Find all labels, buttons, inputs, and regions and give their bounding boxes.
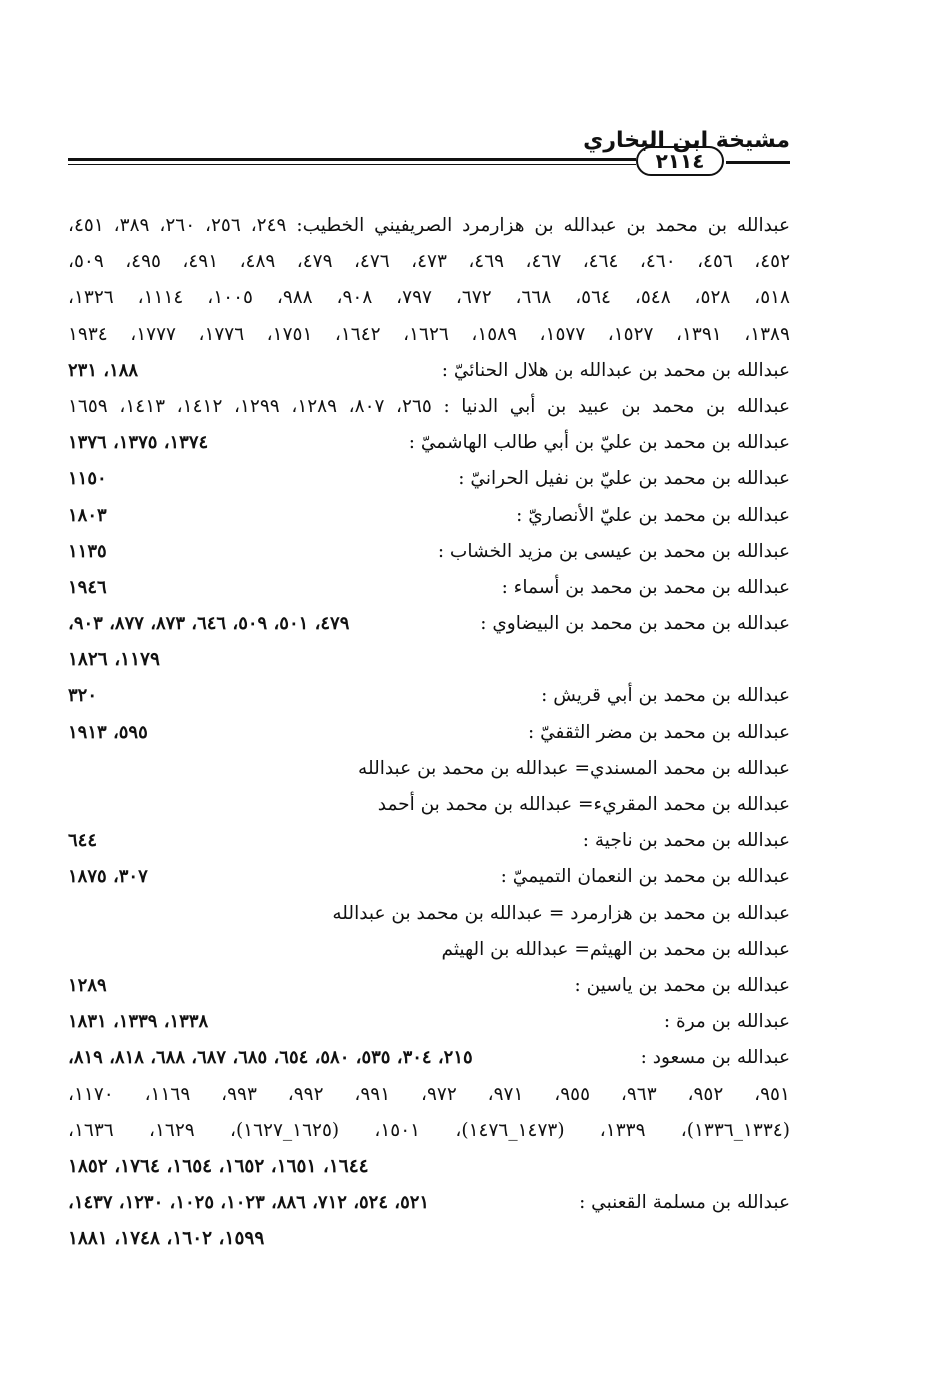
index-line	[68, 353, 790, 389]
index-line	[68, 859, 790, 895]
index-line	[68, 678, 790, 714]
index-line: ٤٥٢، ٤٥٦، ٤٦٠، ٤٦٤، ٤٦٧، ٤٦٩، ٤٧٣، ٤٧٦، ٤٧٩، ٤٨٩، ٤٩١، ٤٩٥، ٥٠٩،	[68, 251, 791, 273]
entry-name: عبدالله بن محمد بن النعمان التميميّ :	[500, 866, 790, 888]
entry-page-numbers: ١٢٨٩	[68, 974, 107, 996]
entry-page-numbers: ٦٤٤	[68, 830, 98, 852]
index-line: عبدالله بن محمد بن الهيثم= عبدالله بن الهيثم	[441, 938, 790, 960]
index-line: عبدالله بن محمد المقريء= عبدالله بن محمد بن أحمد	[377, 794, 790, 815]
entry-page-numbers: ٤٧٩، ٥٠١، ٥٠٩، ٦٤٦، ٨٧٣، ٨٧٧، ٩٠٣،	[68, 613, 350, 635]
header-rule-thin	[68, 164, 636, 165]
index-line: ١١٧٩، ١٨٢٦	[68, 649, 160, 671]
index-line: ١٣٨٩، ١٣٩١، ١٥٢٧، ١٥٧٧، ١٥٨٩، ١٦٢٦، ١٦٤٢، ١٧٥١، ١٧٧٦، ١٧٧٧، ١٩٣٤	[68, 323, 790, 345]
index-line	[68, 715, 790, 751]
entry-name: عبدالله بن محمد بن محمد بن البيضاوي :	[480, 613, 790, 635]
entry-page-numbers: ١٣٣٨، ١٣٣٩، ١٨٣١	[68, 1011, 209, 1033]
book-title: مشيخة ابن البخاري	[583, 128, 790, 153]
entry-page-numbers: ٥٢١، ٥٢٤، ٧١٢، ٨٨٦، ١٠٢٣، ١٠٢٥، ١٢٣٠، ١٤٣٧،	[68, 1192, 430, 1214]
entry-name: عبدالله بن محمد بن عليّ بن نفيل الحرانيّ :	[458, 468, 790, 490]
entry-page-numbers: ٢١٥، ٣٠٤، ٥٣٥، ٥٨٠، ٦٥٤، ٦٨٥، ٦٨٧، ٦٨٨، ٨١٨، ٨١٩،	[68, 1047, 473, 1069]
entry-page-numbers: ١١٥٠	[68, 468, 107, 490]
entry-page-numbers: ١٨٠٣	[68, 504, 107, 526]
header-rule	[68, 158, 636, 161]
entry-page-numbers: ٥٩٥، ١٩١٣	[68, 721, 148, 743]
entry-name: عبدالله بن محمد بن عبدالله بن هلال الحنائيّ :	[441, 359, 790, 381]
entry-page-numbers: ١٣٧٤، ١٣٧٥، ١٣٧٦	[68, 432, 209, 454]
page-number: ٢١١٤	[636, 146, 724, 176]
index-line	[68, 1004, 790, 1040]
index-line	[68, 498, 790, 534]
entry-name: عبدالله بن محمد بن مضر الثقفيّ :	[527, 721, 790, 743]
index-line	[68, 425, 790, 461]
index-line	[68, 461, 790, 497]
index-line	[68, 823, 790, 859]
entry-name: عبدالله بن مسعود :	[640, 1047, 790, 1069]
entry-page-numbers: ١٨٨، ٢٣١	[68, 359, 139, 381]
entry-name: عبدالله بن محمد بن ياسين :	[574, 974, 790, 996]
index-line: ٩٥١، ٩٥٢، ٩٦٣، ٩٥٥، ٩٧١، ٩٧٢، ٩٩١، ٩٩٢، ٩٩٣، ١١٦٩، ١١٧٠،	[68, 1083, 790, 1105]
page-header	[68, 118, 790, 190]
index-line	[68, 570, 790, 606]
entry-name: عبدالله بن مسلمة القعنبي :	[579, 1192, 790, 1214]
entry-name: عبدالله بن محمد بن عيسى بن مزيد الخشاب :	[437, 540, 790, 562]
entry-name: عبدالله بن محمد بن عليّ بن أبي طالب الهاشميّ :	[408, 432, 790, 454]
index-line	[68, 968, 790, 1004]
entry-name: عبدالله بن مرة :	[663, 1011, 790, 1033]
entry-page-numbers: ١١٣٥	[68, 540, 107, 562]
index-line: ٥١٨، ٥٢٨، ٥٤٨، ٥٦٤، ٦٦٨، ٦٧٢، ٧٩٧، ٩٠٨، ٩٨٨، ١٠٠٥، ١١١٤، ١٣٢٦،	[68, 287, 790, 309]
entry-name: عبدالله بن محمد بن ناجية :	[582, 830, 790, 852]
index-line	[68, 606, 790, 642]
index-line: عبدالله بن محمد بن عبدالله بن هزارمرد الصريفيني الخطيب: ٢٤٩، ٢٥٦، ٢٦٠، ٣٨٩، ٤٥١،	[68, 215, 791, 236]
index-line: عبدالله بن محمد بن عبيد بن أبي الدنيا : ٢٦٥، ٨٠٧، ١٢٨٩، ١٢٩٩، ١٤١٢، ١٤١٣، ١٦٥٩	[68, 395, 791, 417]
entry-page-numbers: ١٩٤٦	[68, 576, 107, 598]
index-line	[68, 1185, 790, 1221]
index-line	[68, 534, 790, 570]
index-entries	[68, 208, 790, 1257]
index-line: ١٦٤٤، ١٦٥١، ١٦٥٢، ١٦٥٤، ١٧٦٤، ١٨٥٢	[68, 1155, 369, 1177]
entry-name: عبدالله بن محمد بن عليّ الأنصاريّ :	[516, 504, 790, 526]
entry-page-numbers: ٣٠٧، ١٨٧٥	[68, 866, 148, 888]
index-line	[68, 1040, 790, 1076]
index-line: عبدالله بن محمد بن هزارمرد = عبدالله بن محمد بن عبدالله	[332, 902, 790, 924]
index-line: (١٣٣٤_١٣٣٦)، ١٣٣٩، (١٤٧٣_١٤٧٦)، ١٥٠١، (١٦٢٥_١٦٢٧)، ١٦٢٩، ١٦٣٦،	[68, 1119, 790, 1141]
entry-name: عبدالله بن محمد بن أبي قريش :	[541, 685, 790, 707]
index-line: عبدالله بن محمد المسندي= عبدالله بن محمد بن عبدالله	[358, 757, 790, 779]
header-rule-right	[726, 161, 790, 164]
entry-page-numbers: ٣٢٠	[68, 685, 98, 707]
entry-name: عبدالله بن محمد بن محمد بن أسماء :	[501, 576, 790, 598]
index-line: ١٥٩٩، ١٦٠٢، ١٧٤٨، ١٨٨١	[68, 1228, 265, 1250]
